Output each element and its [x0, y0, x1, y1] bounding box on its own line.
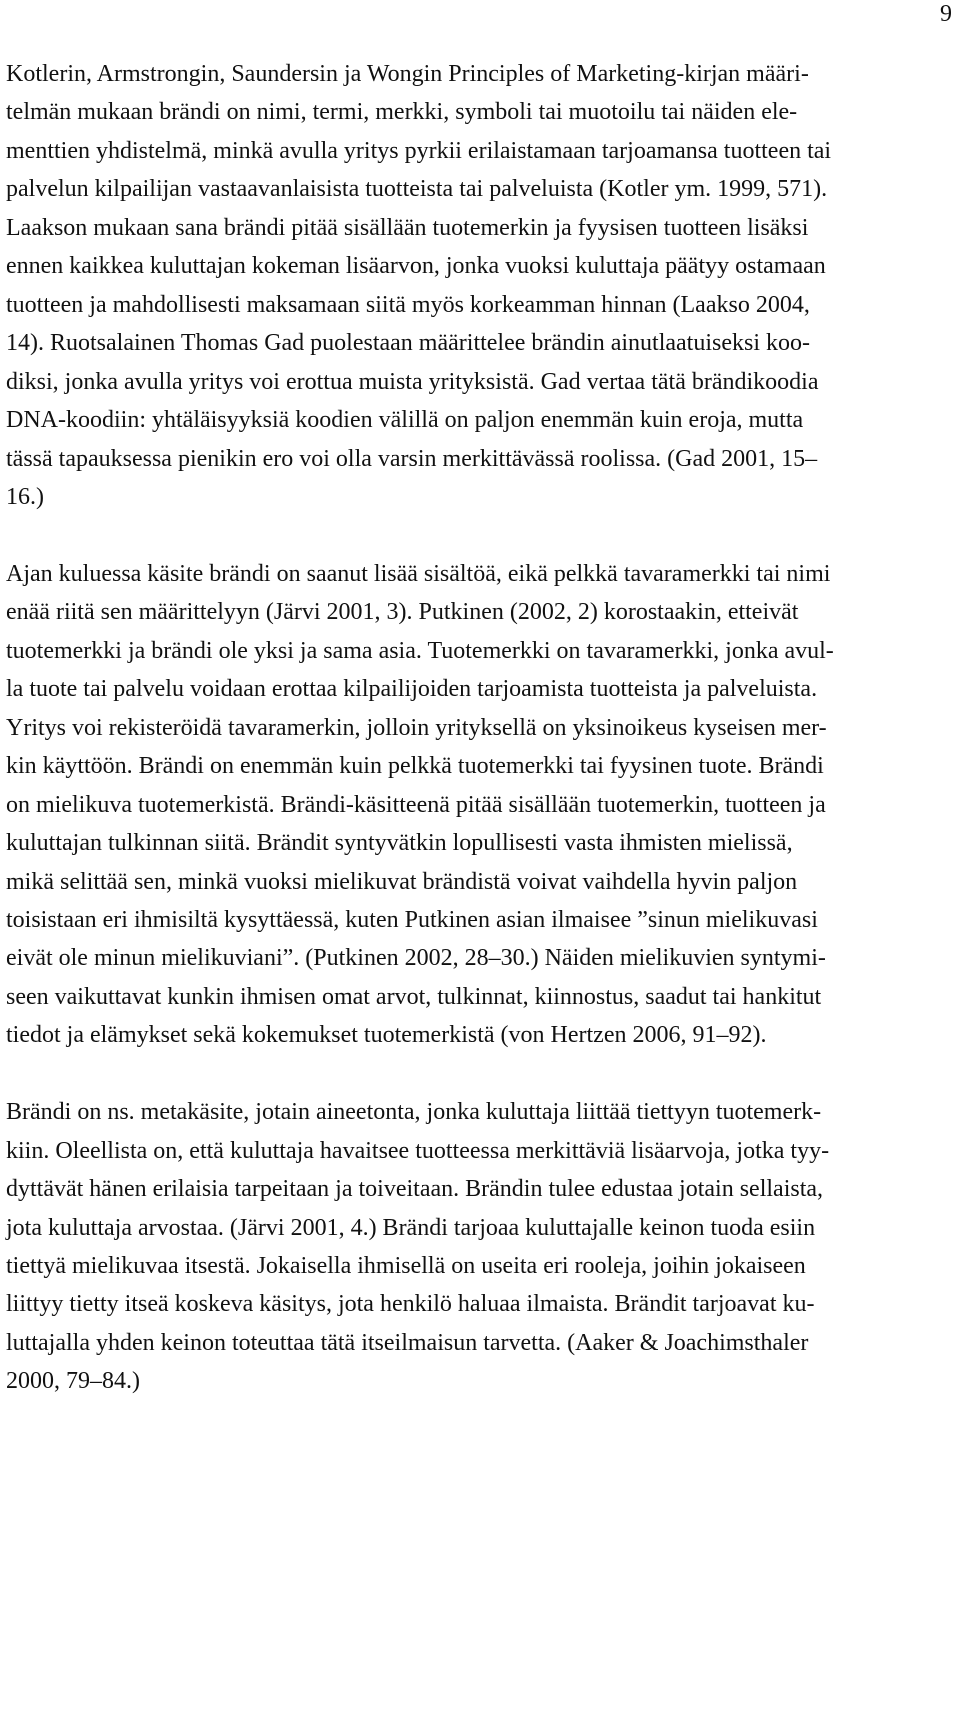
text-line: kiin. Oleellista on, että kuluttaja havaitsee tuotteessa merkittäviä lisäarvoja, jotka tyy-	[6, 1137, 830, 1164]
text-line: Laakson mukaan sana brändi pitää sisällään tuotemerkin ja fyysisen tuotteen lisäksi	[6, 214, 809, 241]
text-line: seen vaikuttavat kunkin ihmisen omat arvot, tulkinnat, kiinnostus, saadut tai hankitut	[6, 983, 822, 1010]
text-line: on mielikuva tuotemerkistä. Brändi-käsitteenä pitää sisällään tuotemerkin, tuotteen ja	[6, 791, 826, 818]
text-line: kin käyttöön. Brändi on enemmän kuin pelkkä tuotemerkki tai fyysinen tuote. Brändi	[6, 753, 824, 780]
text-line: diksi, jonka avulla yritys voi erottua muista yrityksistä. Gad vertaa tätä brändikoodia	[6, 368, 819, 395]
text-line: Brändi on ns. metakäsite, jotain aineetonta, jonka kuluttaja liittää tiettyyn tuotemerk-	[6, 1099, 822, 1126]
paragraph-trademark-vs-brand	[6, 555, 946, 1055]
text-line: kuluttajan tulkinnan siitä. Brändit syntyvätkin lopullisesti vasta ihmisten mielissä,	[6, 830, 793, 857]
text-line: Yritys voi rekisteröidä tavaramerkin, jolloin yrityksellä on yksinoikeus kyseisen mer-	[6, 714, 827, 741]
text-line: menttien yhdistelmä, minkä avulla yritys pyrkii erilaistamaan tarjoamansa tuotteen tai	[6, 137, 832, 164]
text-line: tiettyä mielikuvaa itsestä. Jokaisella ihmisellä on useita eri rooleja, joihin jokaiseen	[6, 1253, 806, 1280]
text-line: la tuote tai palvelu voidaan erottaa kilpailijoiden tarjoamista tuotteista ja palveluista.	[6, 676, 818, 703]
text-line: mikä selittää sen, minkä vuoksi mielikuvat brändistä voivat vaihdella hyvin paljon	[6, 868, 798, 895]
text-line: palvelun kilpailijan vastaavanlaisista tuotteista tai palveluista (Kotler ym. 1999, 571).	[6, 176, 828, 203]
text-line: 16.)	[6, 483, 44, 510]
paragraph-spacer	[6, 516, 946, 554]
text-line: enää riitä sen määrittelyyn (Järvi 2001, 3). Putkinen (2002, 2) korostaakin, etteivät	[6, 599, 799, 626]
page-number: 9	[940, 1, 952, 27]
text-line: telmän mukaan brändi on nimi, termi, merkki, symboli tai muotoilu tai näiden ele-	[6, 99, 798, 126]
paragraph-meta-concept	[6, 1093, 946, 1401]
text-line: tuotemerkki ja brändi ole yksi ja sama asia. Tuotemerkki on tavaramerkki, jonka avul-	[6, 637, 834, 664]
text-line: 2000, 79–84.)	[6, 1368, 140, 1395]
text-line: Ajan kuluessa käsite brändi on saanut lisää sisältöä, eikä pelkkä tavaramerkki tai nimi	[6, 560, 831, 587]
paragraph-spacer	[6, 1055, 946, 1093]
text-line: liittyy tietty itseä koskeva käsitys, jota henkilö haluaa ilmaista. Brändit tarjoavat ku-	[6, 1291, 815, 1318]
text-line: tuotteen ja mahdollisesti maksamaan siitä myös korkeamman hinnan (Laakso 2004,	[6, 291, 810, 318]
text-line: eivät ole minun mielikuviani”. (Putkinen 2002, 28–30.) Näiden mielikuvien syntymi-	[6, 945, 826, 972]
text-line: Kotlerin, Armstrongin, Saundersin ja Wongin Principles of Marketing-kirjan määri-	[6, 61, 809, 87]
text-line: luttajalla yhden keinon toteuttaa tätä itseilmaisun tarvetta. (Aaker & Joachimsthaler	[6, 1329, 809, 1356]
text-line: tiedot ja elämykset sekä kokemukset tuotemerkistä (von Hertzen 2006, 91–92).	[6, 1022, 767, 1049]
text-line: ennen kaikkea kuluttajan kokeman lisäarvon, jonka vuoksi kuluttaja päätyy ostamaan	[6, 253, 826, 280]
text-line: 14). Ruotsalainen Thomas Gad puolestaan määrittelee brändin ainutlaatuiseksi koo-	[6, 330, 810, 357]
text-line: toisistaan eri ihmisiltä kysyttäessä, kuten Putkinen asian ilmaisee ”sinun mielikuvasi	[6, 906, 818, 933]
paragraph-brand-definition	[6, 55, 946, 516]
text-line: jota kuluttaja arvostaa. (Järvi 2001, 4.) Brändi tarjoaa kuluttajalle keinon tuoda esiin	[6, 1214, 816, 1241]
text-line: tässä tapauksessa pienikin ero voi olla varsin merkittävässä roolissa. (Gad 2001, 15–	[6, 445, 818, 472]
text-line: dyttävät hänen erilaisia tarpeitaan ja toiveitaan. Brändin tulee edustaa jotain sellaista,	[6, 1176, 824, 1203]
text-line: DNA-koodiin: yhtäläisyyksiä koodien välillä on paljon enemmän kuin eroja, mutta	[6, 407, 804, 434]
document-body	[6, 55, 946, 1401]
